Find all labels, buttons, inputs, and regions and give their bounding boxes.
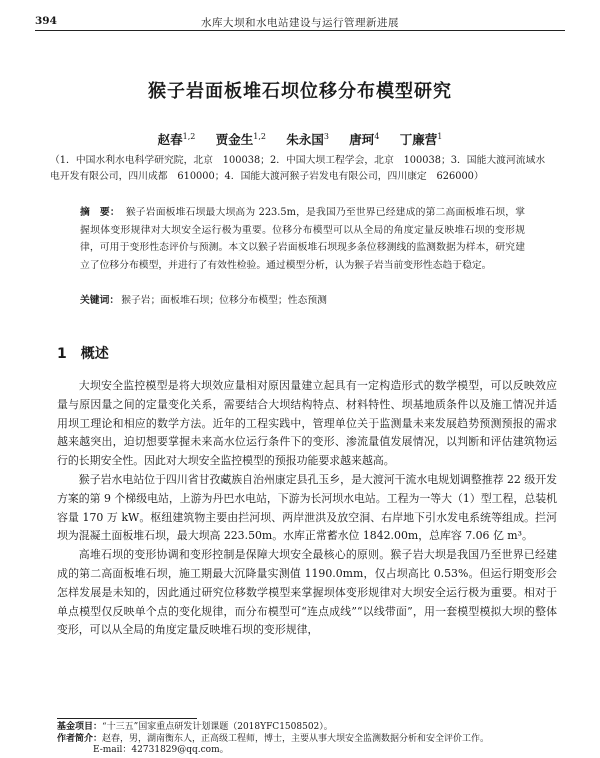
author: 贾金生$^{1,2}$ <box>215 131 266 147</box>
keywords-text: 猴子岩；面板堆石坝；位移分布模型；性态预测 <box>121 295 327 306</box>
paper-title: 猴子岩面板堆石坝位移分布模型研究 <box>148 81 452 102</box>
paragraph: 猴子岩水电站位于四川省甘孜藏族自治州康定县孔玉乡，是大渡河干流水电规划调整推荐 22 级开发方案的第 9 个梯级电站，上游为丹巴水电站，下游为长河坝水电站。工程为一等大（1）型工程，总装机容量 170 万 kW。枢纽建筑物主要由拦河坝、两岸泄洪及放空洞、右岸地下引水发电系统等组成。拦河坝为混凝土面板堆石坝，最大坝高 223.50m。水库正常蓄水位 1842.00m，总库容 7.06 亿 m³。 <box>57 472 557 543</box>
abstract-text: 猴子岩面板堆石坝最大坝高为 223.5m，是我国乃至世界已经建成的第二高面板堆石坝，掌握坝体变形规律对大坝安全运行极为重要。位移分布模型可以从全局的角度定量反映堆石坝的变形规律，可用于变形性态评价与预测。本文以猴子岩面板堆石坝现多条位移测线的监测数据为样本，研究建立了位移分布模型，并进行了有效性检验。通过模型分析，认为猴子岩当前变形性态趋于稳定。 <box>80 207 526 271</box>
page-number: 394 <box>35 15 57 27</box>
body-text <box>57 377 557 640</box>
author: 赵春$^{1,2}$ <box>157 131 196 147</box>
email-footnote: E-mail：42731829@qq.com。 <box>93 745 229 755</box>
footnotes <box>57 722 557 757</box>
keywords <box>80 293 525 309</box>
fund-footnote: 基金项目：“十三五”国家重点研发计划课题（2018YFC1508502）。 <box>57 722 333 732</box>
footnote-divider <box>57 718 197 719</box>
abstract-label: 摘 要： <box>80 207 120 218</box>
affiliations: （1．中国水利水电科学研究院，北京 100038；2．中国大坝工程学会，北京 100038；3．国能大渡河流域水电开发有限公司，四川成都 610000；4．国能大渡河猴子岩发电有限公司，四川康定 626000） <box>50 155 546 182</box>
section-number: 1 <box>57 346 67 362</box>
author: 丁廉营$^1$ <box>399 131 443 147</box>
keywords-label: 关键词： <box>80 295 120 306</box>
author-footnote: 作者简介：赵春，男，湖南衡东人，正高级工程师，博士，主要从事大坝安全监测数据分析和安全评价工作。 <box>57 733 490 744</box>
paragraph: 大坝安全监控模型是将大坝效应量相对原因量建立起具有一定构造形式的数学模型，可以反映效应量与原因量之间的定量变化关系，需要结合大坝结构特点、材料特性、坝基地质条件以及施工情况并适用坝工理论和相应的数学方法。近年的工程实践中，管理单位关于监测量未来发展趋势预测预报的需求越来越突出，迫切想要掌握未来高水位运行条件下的变形、渗流量值发展情况，以判断和评估建筑物运行的长期安全性。因此对大坝安全监控模型的预报功能要求越来越高。 <box>57 379 557 468</box>
abstract <box>80 204 525 274</box>
section-heading <box>57 343 109 363</box>
author: 唐珂$^4$ <box>349 131 380 147</box>
paragraph: 高堆石坝的变形协调和变形控制是保障大坝安全最核心的原则。猴子岩大坝是我国乃至世界已经建成的第二高面板堆石坝，施工期最大沉降量实测值 1190.0mm，仅占坝高比 0.53%。但运行期变形会怎样发展是未知的，因此通过研究位移数学模型来掌握坝体变形规律对大坝安全运行极为重要。相对于单点模型仅反映单个点的变化规律，而分布模型可“连点成线”“以线带面”，用一套模型模拟大坝的整体变形，可以从全局的角度定量反映堆石坝的变形规律， <box>57 548 557 637</box>
section-title: 概述 <box>80 346 109 362</box>
journal-title: 水库大坝和水电站建设与运行管理新进展 <box>201 17 399 29</box>
author: 朱永国$^3$ <box>286 131 329 147</box>
running-header <box>35 14 565 31</box>
author-list <box>0 130 600 148</box>
